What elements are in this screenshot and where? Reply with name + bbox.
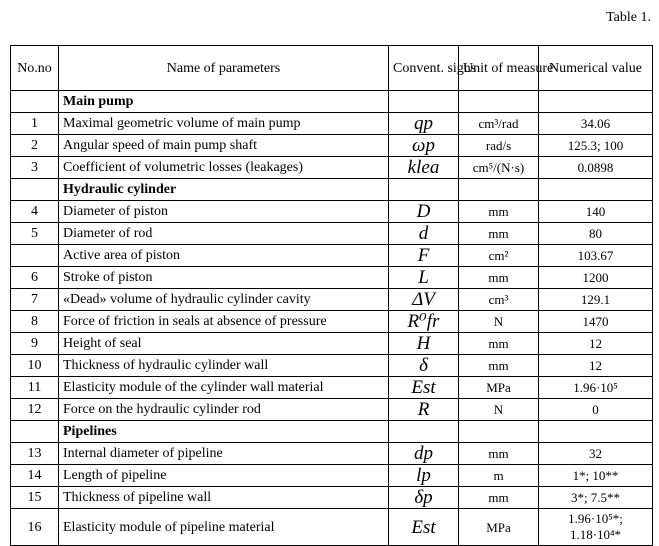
row-number: 5 bbox=[11, 223, 59, 245]
row-number: 10 bbox=[11, 355, 59, 377]
header-sign: Convent. signs bbox=[389, 46, 459, 91]
parameter-name: Active area of piston bbox=[59, 245, 389, 267]
convent-sign: d bbox=[389, 223, 459, 245]
numerical-value: 1470 bbox=[539, 311, 653, 333]
parameter-name: Diameter of piston bbox=[59, 201, 389, 223]
parameter-name: Elasticity module of pipeline material bbox=[59, 509, 389, 546]
parameter-name: Hydraulic cylinder bbox=[59, 179, 389, 201]
parameter-name: «Dead» volume of hydraulic cylinder cavity bbox=[59, 289, 389, 311]
numerical-value: 0.0898 bbox=[539, 157, 653, 179]
unit-of-measure: mm bbox=[459, 333, 539, 355]
section-row bbox=[11, 421, 653, 443]
row-number: 12 bbox=[11, 399, 59, 421]
parameter-name: Coefficient of volumetric losses (leakages) bbox=[59, 157, 389, 179]
unit-of-measure: MPa bbox=[459, 509, 539, 546]
row-number: 4 bbox=[11, 201, 59, 223]
numerical-value: 103.67 bbox=[539, 245, 653, 267]
parameter-name: Thickness of pipeline wall bbox=[59, 487, 389, 509]
table-row bbox=[11, 223, 653, 245]
numerical-value: 0 bbox=[539, 399, 653, 421]
table-row bbox=[11, 377, 653, 399]
convent-sign: ωp bbox=[389, 135, 459, 157]
numerical-value: 12 bbox=[539, 333, 653, 355]
header-name: Name of parameters bbox=[59, 46, 389, 91]
convent-sign bbox=[389, 179, 459, 201]
numerical-value: 1200 bbox=[539, 267, 653, 289]
parameters-table bbox=[10, 45, 653, 546]
numerical-value: 125.3; 100 bbox=[539, 135, 653, 157]
row-number: 3 bbox=[11, 157, 59, 179]
table-row bbox=[11, 509, 653, 546]
parameter-name: Length of pipeline bbox=[59, 465, 389, 487]
row-number bbox=[11, 179, 59, 201]
numerical-value: 12 bbox=[539, 355, 653, 377]
table-row bbox=[11, 201, 653, 223]
convent-sign: dp bbox=[389, 443, 459, 465]
table-row bbox=[11, 245, 653, 267]
unit-of-measure: cm³/rad bbox=[459, 113, 539, 135]
convent-sign: L bbox=[389, 267, 459, 289]
unit-of-measure bbox=[459, 179, 539, 201]
numerical-value bbox=[539, 91, 653, 113]
parameter-name: Internal diameter of pipeline bbox=[59, 443, 389, 465]
row-number: 7 bbox=[11, 289, 59, 311]
numerical-value: 1*; 10** bbox=[539, 465, 653, 487]
table-row bbox=[11, 465, 653, 487]
unit-of-measure bbox=[459, 421, 539, 443]
convent-sign: ΔV bbox=[389, 289, 459, 311]
numerical-value bbox=[539, 421, 653, 443]
convent-sign: lp bbox=[389, 465, 459, 487]
table-row bbox=[11, 267, 653, 289]
convent-sign: R bbox=[389, 399, 459, 421]
unit-of-measure: mm bbox=[459, 355, 539, 377]
row-number: 14 bbox=[11, 465, 59, 487]
convent-sign: δp bbox=[389, 487, 459, 509]
unit-of-measure: mm bbox=[459, 267, 539, 289]
table-row bbox=[11, 311, 653, 333]
convent-sign: Est bbox=[389, 377, 459, 399]
numerical-value bbox=[539, 179, 653, 201]
table-row bbox=[11, 399, 653, 421]
unit-of-measure: cm² bbox=[459, 245, 539, 267]
table-row bbox=[11, 113, 653, 135]
unit-of-measure: MPa bbox=[459, 377, 539, 399]
row-number: 1 bbox=[11, 113, 59, 135]
table-row bbox=[11, 289, 653, 311]
header-unit: Unit of measure bbox=[459, 46, 539, 91]
convent-sign bbox=[389, 91, 459, 113]
parameter-name: Angular speed of main pump shaft bbox=[59, 135, 389, 157]
unit-of-measure: mm bbox=[459, 443, 539, 465]
parameter-name: Main pump bbox=[59, 91, 389, 113]
numerical-value: 80 bbox=[539, 223, 653, 245]
header-row bbox=[11, 46, 653, 91]
unit-of-measure: N bbox=[459, 399, 539, 421]
section-row bbox=[11, 179, 653, 201]
table-caption: Table 1. bbox=[606, 10, 651, 25]
unit-of-measure: rad/s bbox=[459, 135, 539, 157]
row-number bbox=[11, 421, 59, 443]
table-row bbox=[11, 333, 653, 355]
table-row bbox=[11, 443, 653, 465]
section-row bbox=[11, 91, 653, 113]
header-value: Numerical value bbox=[539, 46, 653, 91]
numerical-value: 1.96·10⁵*; 1.18·10⁴* bbox=[539, 509, 653, 546]
row-number: 8 bbox=[11, 311, 59, 333]
table-row bbox=[11, 355, 653, 377]
numerical-value: 140 bbox=[539, 201, 653, 223]
header-no: No.no bbox=[11, 46, 59, 91]
parameter-name: Pipelines bbox=[59, 421, 389, 443]
unit-of-measure: m bbox=[459, 465, 539, 487]
parameter-name: Maximal geometric volume of main pump bbox=[59, 113, 389, 135]
numerical-value: 1.96·10⁵ bbox=[539, 377, 653, 399]
convent-sign: Est bbox=[389, 509, 459, 546]
parameter-name: Height of seal bbox=[59, 333, 389, 355]
parameter-name: Elasticity module of the cylinder wall material bbox=[59, 377, 389, 399]
convent-sign: D bbox=[389, 201, 459, 223]
numerical-value: 3*; 7.5** bbox=[539, 487, 653, 509]
unit-of-measure: mm bbox=[459, 487, 539, 509]
unit-of-measure: N bbox=[459, 311, 539, 333]
parameter-name: Stroke of piston bbox=[59, 267, 389, 289]
unit-of-measure: cm⁵/(N·s) bbox=[459, 157, 539, 179]
convent-sign bbox=[389, 421, 459, 443]
convent-sign: qp bbox=[389, 113, 459, 135]
numerical-value: 34.06 bbox=[539, 113, 653, 135]
row-number: 2 bbox=[11, 135, 59, 157]
convent-sign: R⁰fr bbox=[389, 311, 459, 333]
row-number: 11 bbox=[11, 377, 59, 399]
parameter-name: Thickness of hydraulic cylinder wall bbox=[59, 355, 389, 377]
unit-of-measure: mm bbox=[459, 201, 539, 223]
numerical-value: 32 bbox=[539, 443, 653, 465]
row-number bbox=[11, 91, 59, 113]
parameter-name: Diameter of rod bbox=[59, 223, 389, 245]
parameter-name: Force on the hydraulic cylinder rod bbox=[59, 399, 389, 421]
row-number: 15 bbox=[11, 487, 59, 509]
unit-of-measure: mm bbox=[459, 223, 539, 245]
unit-of-measure bbox=[459, 91, 539, 113]
convent-sign: klea bbox=[389, 157, 459, 179]
convent-sign: H bbox=[389, 333, 459, 355]
table-row bbox=[11, 487, 653, 509]
row-number: 9 bbox=[11, 333, 59, 355]
convent-sign: F bbox=[389, 245, 459, 267]
row-number: 13 bbox=[11, 443, 59, 465]
row-number: 6 bbox=[11, 267, 59, 289]
row-number bbox=[11, 245, 59, 267]
parameter-name: Force of friction in seals at absence of pressure bbox=[59, 311, 389, 333]
unit-of-measure: cm³ bbox=[459, 289, 539, 311]
convent-sign: δ bbox=[389, 355, 459, 377]
numerical-value: 129.1 bbox=[539, 289, 653, 311]
row-number: 16 bbox=[11, 509, 59, 546]
table-row bbox=[11, 135, 653, 157]
table-row bbox=[11, 157, 653, 179]
